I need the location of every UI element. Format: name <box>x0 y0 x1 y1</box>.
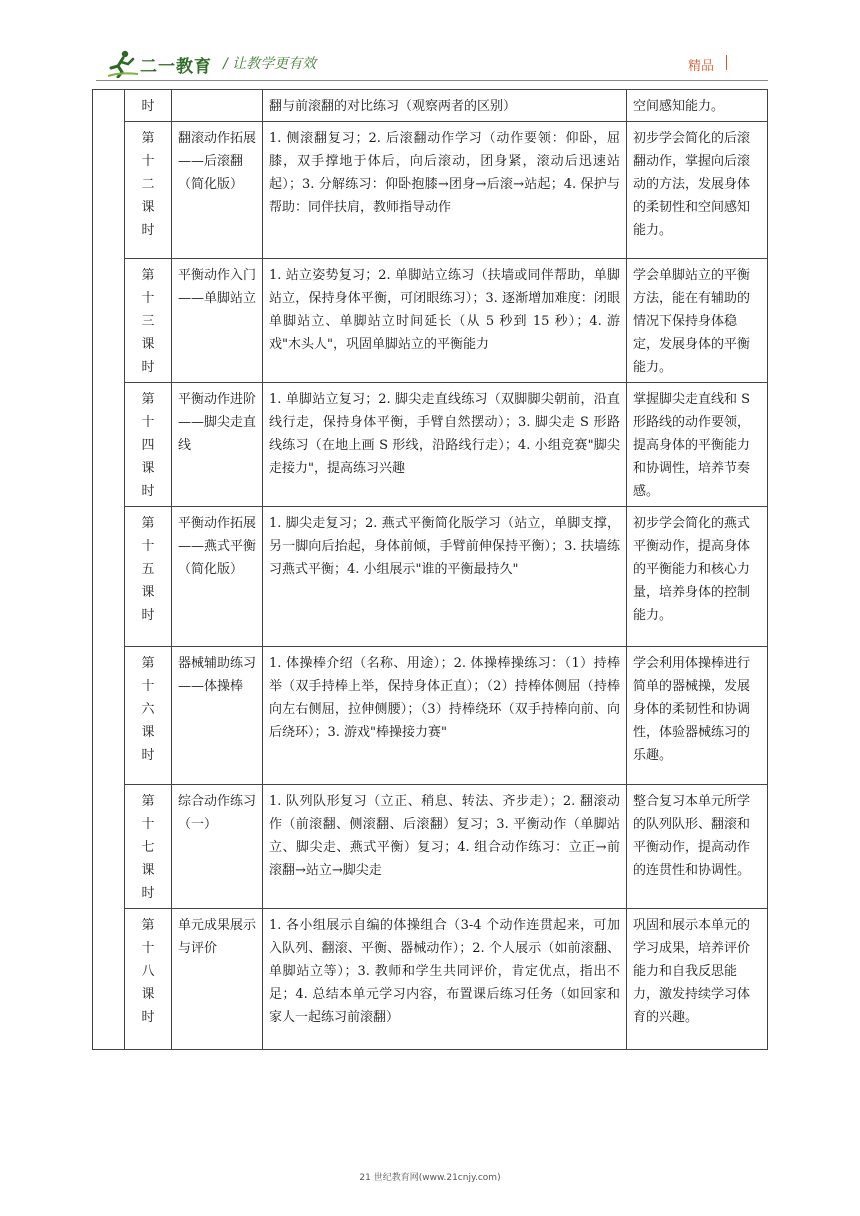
premium-badge: 精品 <box>688 59 715 74</box>
table-row <box>93 383 768 507</box>
lesson-goal: 空间感知能力。 <box>627 90 768 122</box>
lesson-content: 1. 体操棒介绍（名称、用途）；2. 体操棒操练习：（1）持棒举（双手持棒上举，保持身体正直）；（2）持棒体侧屈（持棒向左右侧屈，拉伸侧腰）；（3）持棒绕环（双手持棒向前、向后绕环）；3. 游戏"棒操接力赛" <box>263 647 627 785</box>
running-man-icon <box>106 50 140 78</box>
lesson-number: 时 <box>125 90 172 122</box>
lesson-goal: 学会利用体操棒进行简单的器械操，发展身体的柔韧性和协调性，体验器械练习的乐趣。 <box>627 647 768 785</box>
lesson-goal: 整合复习本单元所学的队列队形、翻滚和平衡动作，提高动作的连贯性和协调性。 <box>627 785 768 909</box>
lesson-topic: 器械辅助练习——体操棒 <box>172 647 263 785</box>
lesson-number: 第 十 二 课 时 <box>125 122 172 259</box>
lesson-topic: 平衡动作入门——单脚站立 <box>172 259 263 383</box>
lesson-number: 第 十 五 课 时 <box>125 507 172 647</box>
table-row <box>93 507 768 647</box>
lesson-topic: 单元成果展示与评价 <box>172 909 263 1050</box>
table-row <box>93 647 768 785</box>
lesson-number: 第 十 三 课 时 <box>125 259 172 383</box>
lesson-goal: 巩固和展示本单元的学习成果，培养评价能力和自我反思能力，激发持续学习体育的兴趣。 <box>627 909 768 1050</box>
lesson-goal: 学会单脚站立的平衡方法，能在有辅助的情况下保持身体稳定，发展身体的平衡能力。 <box>627 259 768 383</box>
lesson-topic <box>172 90 263 122</box>
page-header <box>0 0 860 90</box>
lesson-content: 1. 侧滚翻复习；2. 后滚翻动作学习（动作要领：仰卧，屈膝，双手撑地于体后，向后滚动，团身紧，滚动后迅速站起）；3. 分解练习：仰卧抱膝→团身→后滚→站起；4. 保护与帮助：同伴扶肩，教师指导动作 <box>263 122 627 259</box>
table-row <box>93 785 768 909</box>
lesson-topic: 综合动作练习（一） <box>172 785 263 909</box>
lesson-content: 1. 队列队形复习（立正、稍息、转法、齐步走）；2. 翻滚动作（前滚翻、侧滚翻、后滚翻）复习；3. 平衡动作（单脚站立、脚尖走、燕式平衡）复习；4. 组合动作练习：立正→前滚翻→站立→脚尖走 <box>263 785 627 909</box>
lesson-plan-table <box>92 89 768 1050</box>
unit-column <box>93 90 125 1050</box>
table-row <box>93 122 768 259</box>
lesson-number: 第 十 七 课 时 <box>125 785 172 909</box>
lesson-content: 1. 单脚站立复习；2. 脚尖走直线练习（双脚脚尖朝前，沿直线行走，保持身体平衡，手臂自然摆动）；3. 脚尖走 S 形路线练习（在地上画 S 形线，沿路线行走）；4. 小组竞赛"脚尖走接力"，提高练习兴趣 <box>263 383 627 507</box>
lesson-goal: 掌握脚尖走直线和 S 形路线的动作要领，提高身体的平衡能力和协调性，培养节奏感。 <box>627 383 768 507</box>
slogan: / 让教学更有效 <box>223 56 317 72</box>
lesson-content: 翻与前滚翻的对比练习（观察两者的区别） <box>263 90 627 122</box>
lesson-number: 第 十 四 课 时 <box>125 383 172 507</box>
lesson-number: 第 十 八 课 时 <box>125 909 172 1050</box>
table-row <box>93 909 768 1050</box>
lesson-goal: 初步学会简化的燕式平衡动作，提高身体的平衡能力和核心力量，培养身体的控制能力。 <box>627 507 768 647</box>
table-row <box>93 90 768 122</box>
lesson-content: 1. 脚尖走复习；2. 燕式平衡简化版学习（站立，单脚支撑，另一脚向后抬起，身体前倾，手臂前伸保持平衡）；3. 扶墙练习燕式平衡；4. 小组展示"谁的平衡最持久" <box>263 507 627 647</box>
lesson-number: 第 十 六 课 时 <box>125 647 172 785</box>
lesson-topic: 翻滚动作拓展——后滚翻（简化版） <box>172 122 263 259</box>
lesson-content: 1. 站立姿势复习；2. 单脚站立练习（扶墙或同伴帮助，单脚站立，保持身体平衡，可闭眼练习）；3. 逐渐增加难度：闭眼单脚站立、单脚站立时间延长（从 5 秒到 15 秒）；4. 游戏"木头人"，巩固单脚站立的平衡能力 <box>263 259 627 383</box>
logo-text: 二一教育 <box>140 57 212 77</box>
lesson-topic: 平衡动作拓展——燕式平衡（简化版） <box>172 507 263 647</box>
lesson-topic: 平衡动作进阶——脚尖走直线 <box>172 383 263 507</box>
header-divider <box>96 80 768 81</box>
lesson-goal: 初步学会简化的后滚翻动作，掌握向后滚动的方法，发展身体的柔韧性和空间感知能力。 <box>627 122 768 259</box>
lesson-content: 1. 各小组展示自编的体操组合（3-4 个动作连贯起来，可加入队列、翻滚、平衡、器械动作）；2. 个人展示（如前滚翻、单脚站立等）；3. 教师和学生共同评价，肯定优点，指出不足；4. 总结本单元学习内容，布置课后练习任务（如回家和家人一起练习前滚翻） <box>263 909 627 1050</box>
table-row <box>93 259 768 383</box>
brand-logo[interactable] <box>106 50 216 78</box>
badge-divider <box>726 55 727 70</box>
page-footer[interactable]: 21 世纪教育网(www.21cnjy.com) <box>359 1173 501 1183</box>
